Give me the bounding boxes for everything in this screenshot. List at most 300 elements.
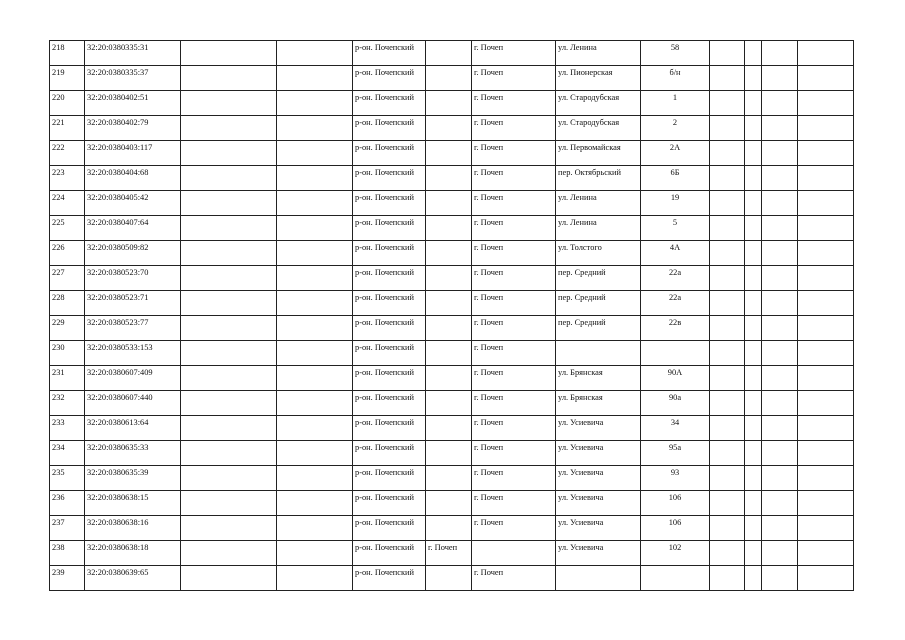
house-number-cell: 106 — [641, 516, 710, 541]
empty-cell — [181, 366, 277, 391]
empty-cell — [710, 316, 745, 341]
empty-cell — [798, 116, 854, 141]
empty-cell — [762, 441, 798, 466]
empty-cell — [181, 541, 277, 566]
row-number-cell: 219 — [50, 66, 85, 91]
district-cell: р-он. Почепский — [353, 566, 426, 591]
house-number-cell: 1 — [641, 91, 710, 116]
empty-cell — [181, 291, 277, 316]
cadastral-number-cell: 32:20:0380405:42 — [85, 191, 181, 216]
empty-cell — [798, 316, 854, 341]
city-cell: г. Почеп — [472, 166, 556, 191]
street-cell: ул. Усиевича — [556, 441, 641, 466]
empty-cell — [745, 241, 762, 266]
empty-cell — [277, 391, 353, 416]
district-cell: р-он. Почепский — [353, 341, 426, 366]
empty-cell — [745, 166, 762, 191]
empty-cell — [710, 141, 745, 166]
cadastral-number-cell: 32:20:0380407:64 — [85, 216, 181, 241]
empty-cell — [798, 416, 854, 441]
empty-cell — [277, 341, 353, 366]
city-cell: г. Почеп — [472, 41, 556, 66]
district-cell: р-он. Почепский — [353, 541, 426, 566]
city-cell: г. Почеп — [472, 216, 556, 241]
street-cell: ул. Ленина — [556, 41, 641, 66]
empty-cell — [745, 516, 762, 541]
city-cell: г. Почеп — [472, 416, 556, 441]
street-cell: пер. Средний — [556, 291, 641, 316]
empty-cell — [745, 66, 762, 91]
empty-cell — [762, 391, 798, 416]
empty-cell — [181, 516, 277, 541]
empty-cell — [745, 466, 762, 491]
table-row — [50, 116, 854, 141]
settlement-cell — [426, 516, 472, 541]
cadastral-number-cell: 32:20:0380402:51 — [85, 91, 181, 116]
empty-cell — [277, 41, 353, 66]
empty-cell — [745, 291, 762, 316]
cadastral-number-cell: 32:20:0380638:15 — [85, 491, 181, 516]
empty-cell — [710, 241, 745, 266]
empty-cell — [762, 141, 798, 166]
empty-cell — [277, 316, 353, 341]
city-cell: г. Почеп — [472, 366, 556, 391]
empty-cell — [710, 91, 745, 116]
house-number-cell: 106 — [641, 491, 710, 516]
settlement-cell — [426, 266, 472, 291]
table-row — [50, 566, 854, 591]
house-number-cell: 6Б — [641, 166, 710, 191]
row-number-cell: 227 — [50, 266, 85, 291]
empty-cell — [277, 466, 353, 491]
settlement-cell — [426, 441, 472, 466]
cadastral-number-cell: 32:20:0380533:153 — [85, 341, 181, 366]
empty-cell — [181, 341, 277, 366]
cadastral-number-cell: 32:20:0380607:440 — [85, 391, 181, 416]
district-cell: р-он. Почепский — [353, 66, 426, 91]
district-cell: р-он. Почепский — [353, 516, 426, 541]
empty-cell — [798, 166, 854, 191]
table-row — [50, 191, 854, 216]
district-cell: р-он. Почепский — [353, 366, 426, 391]
house-number-cell: 58 — [641, 41, 710, 66]
street-cell: пер. Средний — [556, 266, 641, 291]
empty-cell — [710, 341, 745, 366]
cadastral-number-cell: 32:20:0380635:33 — [85, 441, 181, 466]
empty-cell — [277, 291, 353, 316]
house-number-cell: 90А — [641, 366, 710, 391]
cadastral-number-cell: 32:20:0380335:31 — [85, 41, 181, 66]
house-number-cell: 19 — [641, 191, 710, 216]
city-cell: г. Почеп — [472, 391, 556, 416]
cadastral-number-cell: 32:20:0380638:18 — [85, 541, 181, 566]
city-cell: г. Почеп — [472, 566, 556, 591]
row-number-cell: 221 — [50, 116, 85, 141]
cadastral-number-cell: 32:20:0380639:65 — [85, 566, 181, 591]
city-cell: г. Почеп — [472, 441, 556, 466]
house-number-cell: 22а — [641, 266, 710, 291]
cadastral-number-cell: 32:20:0380523:77 — [85, 316, 181, 341]
row-number-cell: 224 — [50, 191, 85, 216]
house-number-cell: 4А — [641, 241, 710, 266]
settlement-cell — [426, 141, 472, 166]
empty-cell — [798, 141, 854, 166]
settlement-cell — [426, 166, 472, 191]
cadastral-number-cell: 32:20:0380523:71 — [85, 291, 181, 316]
settlement-cell — [426, 241, 472, 266]
district-cell: р-он. Почепский — [353, 191, 426, 216]
empty-cell — [710, 116, 745, 141]
street-cell: ул. Брянская — [556, 366, 641, 391]
empty-cell — [798, 566, 854, 591]
row-number-cell: 225 — [50, 216, 85, 241]
table-row — [50, 366, 854, 391]
empty-cell — [745, 41, 762, 66]
registry-table — [49, 40, 854, 591]
empty-cell — [745, 341, 762, 366]
house-number-cell: 22в — [641, 316, 710, 341]
street-cell: ул. Стародубская — [556, 116, 641, 141]
house-number-cell — [641, 341, 710, 366]
city-cell: г. Почеп — [472, 66, 556, 91]
district-cell: р-он. Почепский — [353, 291, 426, 316]
city-cell: г. Почеп — [472, 291, 556, 316]
empty-cell — [762, 216, 798, 241]
house-number-cell: 34 — [641, 416, 710, 441]
cadastral-number-cell: 32:20:0380638:16 — [85, 516, 181, 541]
empty-cell — [798, 191, 854, 216]
house-number-cell: б/н — [641, 66, 710, 91]
empty-cell — [798, 516, 854, 541]
empty-cell — [277, 116, 353, 141]
empty-cell — [798, 541, 854, 566]
row-number-cell: 223 — [50, 166, 85, 191]
empty-cell — [762, 541, 798, 566]
empty-cell — [762, 516, 798, 541]
empty-cell — [710, 391, 745, 416]
empty-cell — [745, 566, 762, 591]
city-cell: г. Почеп — [472, 316, 556, 341]
district-cell: р-он. Почепский — [353, 416, 426, 441]
empty-cell — [762, 66, 798, 91]
empty-cell — [745, 191, 762, 216]
empty-cell — [798, 91, 854, 116]
empty-cell — [798, 241, 854, 266]
empty-cell — [798, 291, 854, 316]
table-row — [50, 541, 854, 566]
table-row — [50, 516, 854, 541]
row-number-cell: 237 — [50, 516, 85, 541]
house-number-cell: 22а — [641, 291, 710, 316]
empty-cell — [277, 66, 353, 91]
city-cell: г. Почеп — [472, 341, 556, 366]
empty-cell — [762, 41, 798, 66]
empty-cell — [277, 216, 353, 241]
empty-cell — [181, 166, 277, 191]
registry-body — [50, 41, 854, 591]
empty-cell — [762, 466, 798, 491]
settlement-cell — [426, 191, 472, 216]
row-number-cell: 222 — [50, 141, 85, 166]
cadastral-number-cell: 32:20:0380404:68 — [85, 166, 181, 191]
street-cell: ул. Усиевича — [556, 466, 641, 491]
empty-cell — [798, 391, 854, 416]
empty-cell — [277, 416, 353, 441]
empty-cell — [798, 466, 854, 491]
cadastral-number-cell: 32:20:0380523:70 — [85, 266, 181, 291]
empty-cell — [181, 491, 277, 516]
empty-cell — [181, 241, 277, 266]
empty-cell — [181, 216, 277, 241]
table-row — [50, 241, 854, 266]
settlement-cell — [426, 291, 472, 316]
empty-cell — [277, 266, 353, 291]
street-cell: ул. Ленина — [556, 191, 641, 216]
district-cell: р-он. Почепский — [353, 391, 426, 416]
table-row — [50, 341, 854, 366]
empty-cell — [745, 316, 762, 341]
cadastral-number-cell: 32:20:0380509:82 — [85, 241, 181, 266]
cadastral-number-cell: 32:20:0380335:37 — [85, 66, 181, 91]
settlement-cell — [426, 466, 472, 491]
house-number-cell: 2А — [641, 141, 710, 166]
street-cell: ул. Усиевича — [556, 541, 641, 566]
settlement-cell — [426, 391, 472, 416]
empty-cell — [181, 116, 277, 141]
district-cell: р-он. Почепский — [353, 441, 426, 466]
house-number-cell: 95а — [641, 441, 710, 466]
street-cell: ул. Первомайская — [556, 141, 641, 166]
table-row — [50, 316, 854, 341]
street-cell: пер. Средний — [556, 316, 641, 341]
empty-cell — [798, 491, 854, 516]
house-number-cell: 102 — [641, 541, 710, 566]
district-cell: р-он. Почепский — [353, 141, 426, 166]
empty-cell — [181, 141, 277, 166]
row-number-cell: 230 — [50, 341, 85, 366]
cadastral-number-cell: 32:20:0380607:409 — [85, 366, 181, 391]
empty-cell — [745, 141, 762, 166]
street-cell: ул. Усиевича — [556, 491, 641, 516]
empty-cell — [762, 91, 798, 116]
settlement-cell — [426, 341, 472, 366]
house-number-cell: 2 — [641, 116, 710, 141]
cadastral-number-cell: 32:20:0380613:64 — [85, 416, 181, 441]
row-number-cell: 235 — [50, 466, 85, 491]
empty-cell — [745, 366, 762, 391]
empty-cell — [181, 566, 277, 591]
empty-cell — [710, 266, 745, 291]
city-cell: г. Почеп — [472, 141, 556, 166]
district-cell: р-он. Почепский — [353, 266, 426, 291]
empty-cell — [762, 416, 798, 441]
empty-cell — [710, 66, 745, 91]
empty-cell — [745, 541, 762, 566]
row-number-cell: 232 — [50, 391, 85, 416]
empty-cell — [762, 166, 798, 191]
row-number-cell: 238 — [50, 541, 85, 566]
city-cell: г. Почеп — [472, 91, 556, 116]
city-cell: г. Почеп — [472, 491, 556, 516]
empty-cell — [762, 566, 798, 591]
empty-cell — [277, 241, 353, 266]
empty-cell — [277, 366, 353, 391]
empty-cell — [762, 341, 798, 366]
street-cell: ул. Толстого — [556, 241, 641, 266]
settlement-cell — [426, 416, 472, 441]
empty-cell — [745, 216, 762, 241]
empty-cell — [745, 441, 762, 466]
empty-cell — [181, 91, 277, 116]
empty-cell — [277, 141, 353, 166]
settlement-cell — [426, 566, 472, 591]
settlement-cell: г. Почеп — [426, 541, 472, 566]
empty-cell — [745, 266, 762, 291]
empty-cell — [762, 491, 798, 516]
row-number-cell: 229 — [50, 316, 85, 341]
row-number-cell: 231 — [50, 366, 85, 391]
settlement-cell — [426, 66, 472, 91]
district-cell: р-он. Почепский — [353, 241, 426, 266]
empty-cell — [762, 291, 798, 316]
table-row — [50, 141, 854, 166]
street-cell: ул. Брянская — [556, 391, 641, 416]
empty-cell — [277, 441, 353, 466]
street-cell — [556, 566, 641, 591]
district-cell: р-он. Почепский — [353, 316, 426, 341]
cadastral-number-cell: 32:20:0380635:39 — [85, 466, 181, 491]
city-cell — [472, 541, 556, 566]
empty-cell — [710, 166, 745, 191]
empty-cell — [181, 466, 277, 491]
street-cell: ул. Стародубская — [556, 91, 641, 116]
house-number-cell: 93 — [641, 466, 710, 491]
street-cell: ул. Ленина — [556, 216, 641, 241]
district-cell: р-он. Почепский — [353, 166, 426, 191]
settlement-cell — [426, 41, 472, 66]
empty-cell — [710, 191, 745, 216]
district-cell: р-он. Почепский — [353, 91, 426, 116]
row-number-cell: 236 — [50, 491, 85, 516]
table-row — [50, 466, 854, 491]
table-row — [50, 216, 854, 241]
house-number-cell — [641, 566, 710, 591]
empty-cell — [798, 441, 854, 466]
row-number-cell: 234 — [50, 441, 85, 466]
empty-cell — [798, 41, 854, 66]
empty-cell — [710, 41, 745, 66]
district-cell: р-он. Почепский — [353, 41, 426, 66]
empty-cell — [710, 416, 745, 441]
empty-cell — [277, 516, 353, 541]
cadastral-number-cell: 32:20:0380402:79 — [85, 116, 181, 141]
empty-cell — [745, 391, 762, 416]
street-cell: ул. Усиевича — [556, 516, 641, 541]
empty-cell — [745, 416, 762, 441]
street-cell — [556, 341, 641, 366]
empty-cell — [710, 366, 745, 391]
empty-cell — [762, 116, 798, 141]
empty-cell — [710, 466, 745, 491]
empty-cell — [762, 316, 798, 341]
settlement-cell — [426, 216, 472, 241]
city-cell: г. Почеп — [472, 266, 556, 291]
district-cell: р-он. Почепский — [353, 491, 426, 516]
district-cell: р-он. Почепский — [353, 116, 426, 141]
table-row — [50, 491, 854, 516]
empty-cell — [181, 41, 277, 66]
empty-cell — [745, 491, 762, 516]
empty-cell — [277, 166, 353, 191]
empty-cell — [181, 416, 277, 441]
empty-cell — [277, 191, 353, 216]
empty-cell — [798, 66, 854, 91]
district-cell: р-он. Почепский — [353, 466, 426, 491]
settlement-cell — [426, 316, 472, 341]
table-row — [50, 91, 854, 116]
empty-cell — [277, 91, 353, 116]
empty-cell — [277, 566, 353, 591]
table-row — [50, 266, 854, 291]
street-cell: пер. Октябрьский — [556, 166, 641, 191]
empty-cell — [762, 241, 798, 266]
empty-cell — [798, 341, 854, 366]
empty-cell — [762, 191, 798, 216]
city-cell: г. Почеп — [472, 191, 556, 216]
empty-cell — [181, 191, 277, 216]
city-cell: г. Почеп — [472, 241, 556, 266]
empty-cell — [181, 266, 277, 291]
row-number-cell: 233 — [50, 416, 85, 441]
row-number-cell: 226 — [50, 241, 85, 266]
city-cell: г. Почеп — [472, 466, 556, 491]
table-row — [50, 166, 854, 191]
empty-cell — [181, 391, 277, 416]
table-row — [50, 391, 854, 416]
empty-cell — [745, 91, 762, 116]
table-row — [50, 441, 854, 466]
house-number-cell: 90а — [641, 391, 710, 416]
district-cell: р-он. Почепский — [353, 216, 426, 241]
empty-cell — [745, 116, 762, 141]
empty-cell — [710, 566, 745, 591]
empty-cell — [710, 516, 745, 541]
empty-cell — [798, 366, 854, 391]
settlement-cell — [426, 366, 472, 391]
street-cell: ул. Пионерская — [556, 66, 641, 91]
empty-cell — [710, 441, 745, 466]
street-cell: ул. Усиевича — [556, 416, 641, 441]
settlement-cell — [426, 116, 472, 141]
city-cell: г. Почеп — [472, 116, 556, 141]
empty-cell — [710, 541, 745, 566]
row-number-cell: 228 — [50, 291, 85, 316]
table-row — [50, 291, 854, 316]
row-number-cell: 220 — [50, 91, 85, 116]
empty-cell — [762, 366, 798, 391]
house-number-cell: 5 — [641, 216, 710, 241]
empty-cell — [798, 216, 854, 241]
empty-cell — [762, 266, 798, 291]
table-row — [50, 66, 854, 91]
row-number-cell: 239 — [50, 566, 85, 591]
city-cell: г. Почеп — [472, 516, 556, 541]
empty-cell — [181, 66, 277, 91]
empty-cell — [277, 491, 353, 516]
empty-cell — [710, 216, 745, 241]
cadastral-number-cell: 32:20:0380403:117 — [85, 141, 181, 166]
empty-cell — [710, 291, 745, 316]
